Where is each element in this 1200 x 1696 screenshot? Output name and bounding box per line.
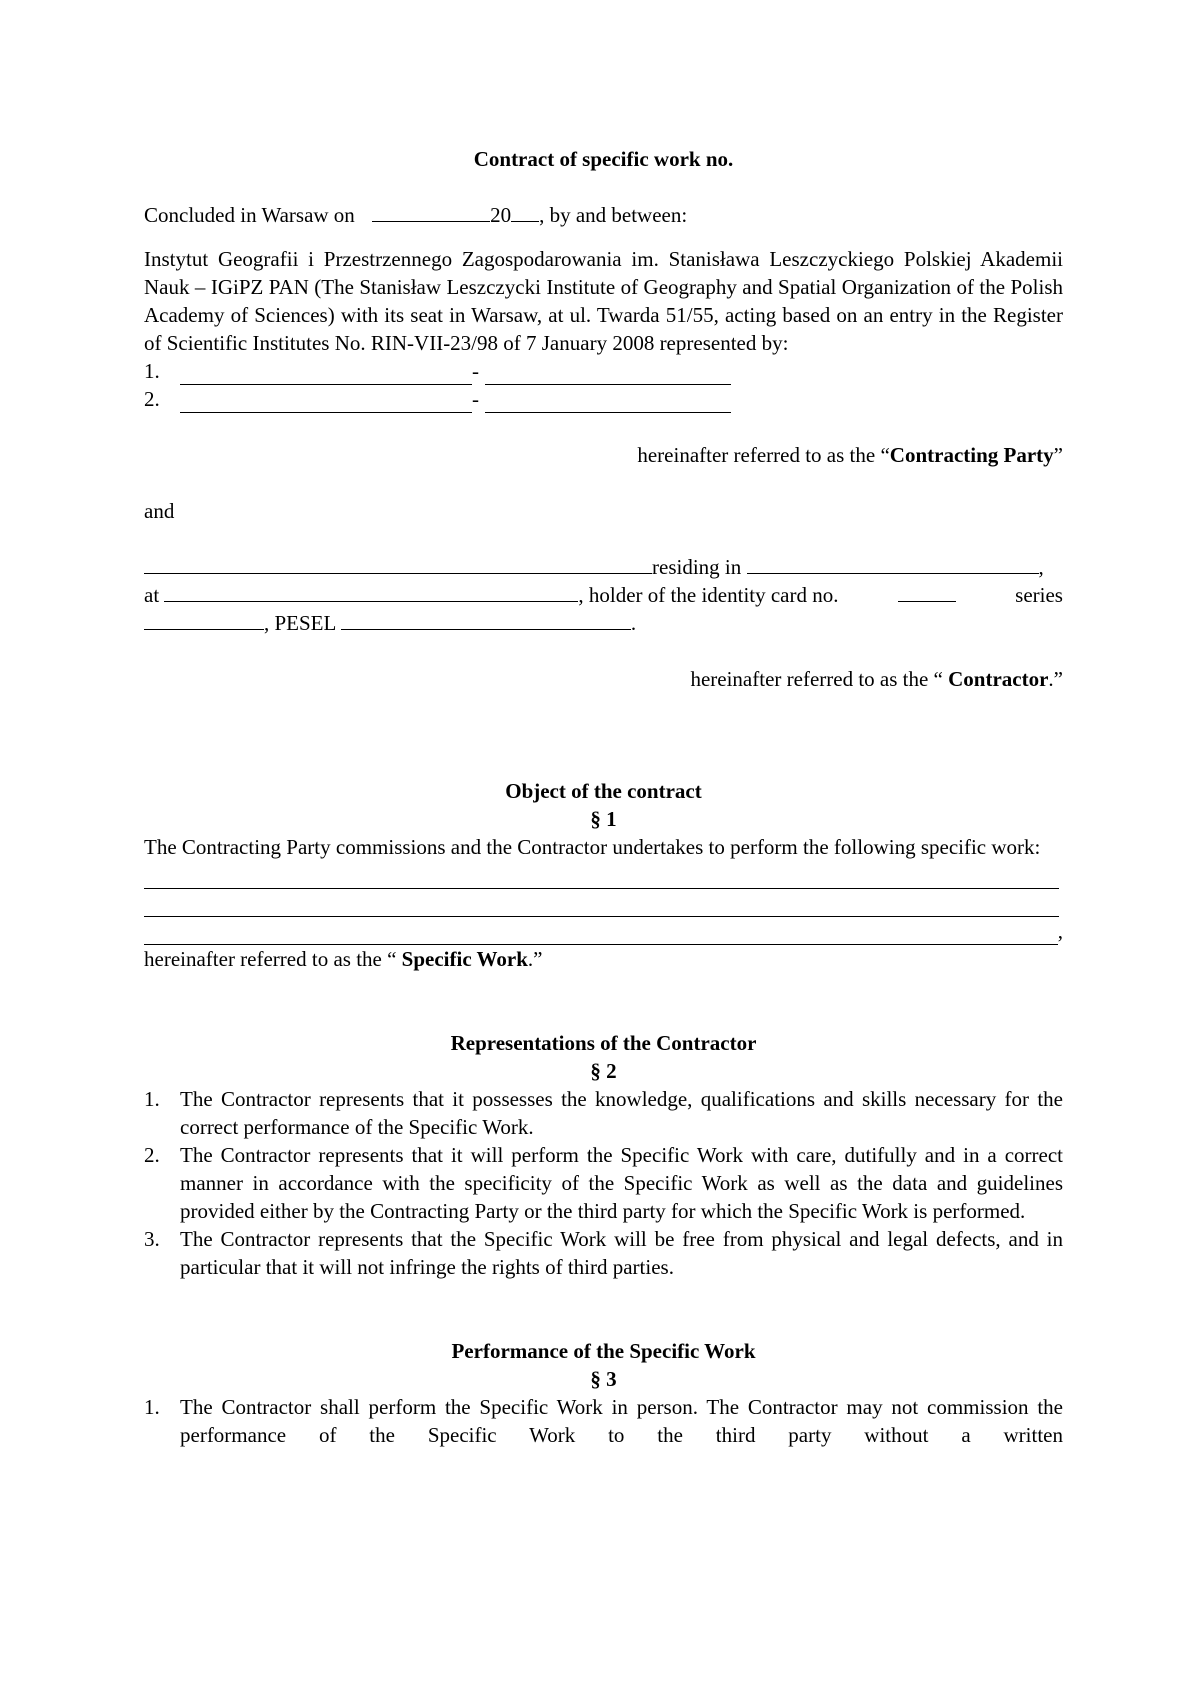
ref-bold: Contracting Party (889, 443, 1054, 467)
section-2-symbol: § 2 (590, 1059, 617, 1083)
list-item (144, 1225, 1063, 1281)
id-card-label: , holder of the identity card no. (578, 583, 839, 607)
address-part (144, 581, 839, 609)
residing-label: residing in (652, 555, 742, 579)
ref-suffix: .” (1048, 667, 1063, 691)
ref-prefix: hereinafter referred to as the “ (690, 667, 949, 691)
item-text: The Contractor represents that the Specific Work will be free from physical and legal defects, and in particular that it will not infringe the rights of third parties. (180, 1227, 1063, 1279)
representative-line-1 (144, 357, 1063, 385)
series-label: series (1015, 583, 1063, 607)
specific-work-ref (144, 945, 1063, 973)
ref-bold: Specific Work (401, 947, 528, 971)
section-2-list (144, 1085, 1063, 1281)
document-title: Contract of specific work no. (473, 147, 734, 171)
representative-name-blank[interactable] (180, 392, 472, 413)
representative-name-blank[interactable] (180, 364, 472, 385)
date-blank[interactable] (372, 201, 490, 222)
contractor-ref (144, 665, 1063, 693)
section-1-text: The Contracting Party commissions and the Contractor undertakes to perform the following specific work: (144, 835, 1041, 859)
specific-work-line-3 (144, 917, 1063, 945)
item-text: The Contractor shall perform the Specific Work in person. The Contractor may not commission the performance of the Specific Work to the third party without a written (180, 1395, 1063, 1447)
specific-work-blank-3[interactable] (144, 917, 1058, 945)
contractor-name-line (144, 553, 1063, 581)
pesel-blank[interactable] (341, 609, 631, 630)
pesel-label: , PESEL (264, 611, 336, 635)
specific-work-blank-2[interactable] (144, 889, 1059, 917)
item-number: 2. (144, 1143, 160, 1167)
party-intro: Instytut Geografii i Przestrzennego Zagospodarowania im. Stanisława Leszczyckiego Polskiej Akademii Nauk – IGiPZ PAN (The Stanisław Leszczycki Institute of Geography and Spatial Organization of the Polish Academy of Sciences) with its seat in Warsaw, at ul. Twarda 51/55, acting based on an entry in the Register of Scientific Institutes No. RIN-VII-23/98 of 7 January 2008 represented by: (144, 247, 1063, 355)
representative-line-2 (144, 385, 1063, 413)
concluded-line (144, 201, 1063, 229)
ref-suffix: .” (527, 947, 543, 971)
comma: , (1038, 555, 1044, 579)
section-1-heading: Object of the contract (505, 779, 702, 803)
representative-dash: - (472, 359, 479, 383)
specific-work-blank-1[interactable] (144, 861, 1059, 889)
ref-suffix: ” (1053, 443, 1063, 467)
list-item (144, 1393, 1063, 1449)
residence-blank[interactable] (747, 553, 1039, 574)
ref-bold: Contractor (948, 667, 1049, 691)
item-number: 1. (144, 1395, 160, 1419)
representative-number: 2. (144, 387, 160, 411)
representative-number: 1. (144, 359, 160, 383)
concluded-prefix: Concluded in Warsaw on (144, 203, 355, 227)
document-content (144, 145, 1063, 1449)
list-item (144, 1085, 1063, 1141)
ref-prefix: hereinafter referred to as the “ (637, 443, 890, 467)
period: . (630, 611, 637, 635)
at-label: at (144, 583, 160, 607)
section-2-heading: Representations of the Contractor (450, 1031, 757, 1055)
section-3-list (144, 1393, 1063, 1449)
contracting-party-ref (144, 441, 1063, 469)
contractor-address-line (144, 581, 1063, 609)
item-number: 3. (144, 1227, 160, 1251)
section-3-symbol: § 3 (590, 1367, 617, 1391)
item-text: The Contractor represents that it possesses the knowledge, qualifications and skills necessary for the correct performance of the Specific Work. (180, 1087, 1063, 1139)
contractor-name-blank[interactable] (144, 553, 652, 574)
ref-prefix: hereinafter referred to as the “ (144, 947, 402, 971)
year-blank[interactable] (511, 201, 539, 222)
representative-dash: - (472, 387, 479, 411)
and-text: and (144, 499, 175, 523)
id-number-blank-wrap (898, 581, 956, 609)
contractor-pesel-line (144, 609, 1063, 637)
item-number: 1. (144, 1087, 160, 1111)
address-blank[interactable] (164, 581, 578, 602)
item-text: The Contractor represents that it will perform the Specific Work with care, dutifully and in a correct manner in accordance with the specificity of the Specific Work as well as the data and guidelines provided either by the Contracting Party or the third party for which the Specific Work is performed. (180, 1143, 1063, 1223)
representative-role-blank[interactable] (485, 392, 731, 413)
concluded-suffix: , by and between: (539, 203, 688, 227)
series-blank[interactable] (144, 609, 264, 630)
section-3-heading: Performance of the Specific Work (451, 1339, 756, 1363)
representative-role-blank[interactable] (485, 364, 731, 385)
section-1-symbol: § 1 (590, 807, 617, 831)
id-number-blank[interactable] (898, 581, 956, 602)
list-item (144, 1141, 1063, 1225)
comma: , (1057, 919, 1063, 943)
year-prefix: 20 (490, 203, 512, 227)
